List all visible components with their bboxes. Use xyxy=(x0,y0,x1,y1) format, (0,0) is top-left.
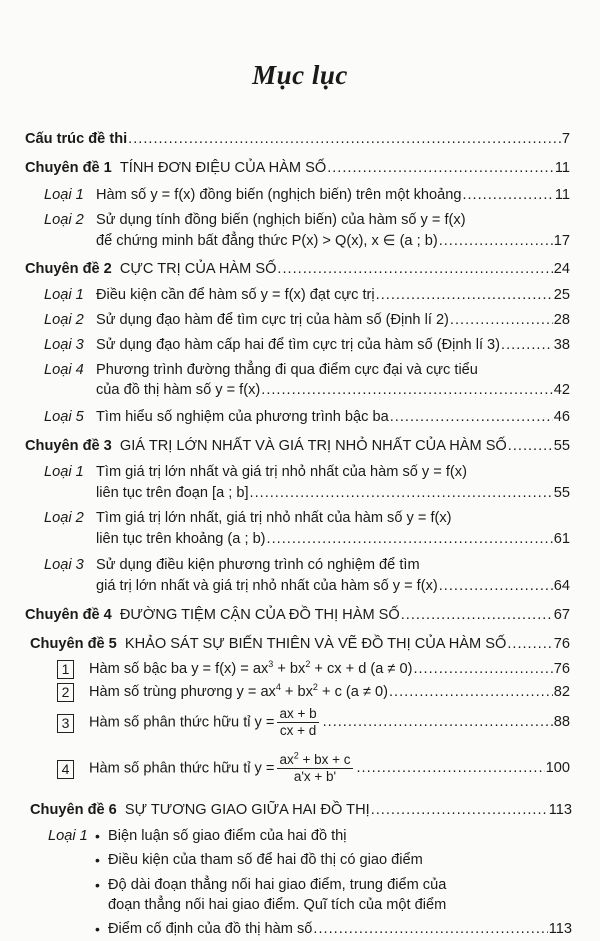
toc-chapter-4[interactable] xyxy=(25,607,570,623)
leader-dots xyxy=(277,261,552,277)
toc-bullet: Độ dài đoạn thẳng nối hai giao điểm, trung điểm của xyxy=(108,877,447,893)
leader-dots xyxy=(313,921,547,937)
number-box: 3 xyxy=(57,714,74,733)
item-page: 113 xyxy=(548,921,572,937)
leader-dots xyxy=(390,409,553,425)
chapter-page: 113 xyxy=(548,802,572,818)
number-box: 2 xyxy=(57,683,74,702)
leader-dots xyxy=(250,485,553,501)
item-page: 61 xyxy=(553,531,570,547)
item-label: Loại 4 xyxy=(44,362,84,378)
toc-bullet: Điều kiện của tham số để hai đồ thị có giao điểm xyxy=(108,852,423,868)
toc-item[interactable]: để chứng minh bất đẳng thức P(x) > Q(x), x ∈ (a ; b) ..... 17 xyxy=(96,232,570,249)
item-page: 42 xyxy=(553,382,570,398)
item-label: Loại 1 xyxy=(44,464,84,480)
toc-item[interactable]: Điều kiện cần để hàm số y = f(x) đạt cực trị ..... 25 xyxy=(96,287,570,303)
number-box: 1 xyxy=(57,660,74,679)
page-title: Mục lục xyxy=(252,60,348,90)
chapter-page: 11 xyxy=(554,160,570,176)
leader-dots xyxy=(439,233,553,249)
item-label: Loại 5 xyxy=(44,409,84,425)
bullet-icon: • xyxy=(95,877,100,893)
item-label: Loại 1 xyxy=(48,828,88,844)
leader-dots xyxy=(267,531,553,547)
item-label: Loại 1 xyxy=(44,187,84,203)
chapter-label: Chuyên đề 1 xyxy=(25,160,112,176)
chapter-title: SỰ TƯƠNG GIAO GIỮA HAI ĐỒ THỊ xyxy=(124,802,370,818)
item-page: 46 xyxy=(553,409,570,425)
toc-chapter-1[interactable] xyxy=(25,160,570,176)
number-box: 4 xyxy=(57,760,74,779)
toc-bullet: Biện luận số giao điểm của hai đồ thị xyxy=(108,828,347,844)
leader-dots xyxy=(439,578,553,594)
toc-item-line: Sử dụng điều kiện phương trình có nghiệm để tìm xyxy=(96,557,420,573)
toc-chapter-2[interactable] xyxy=(25,261,570,277)
item-page: 38 xyxy=(553,337,570,353)
item-label: Loại 3 xyxy=(44,337,84,353)
item-label: Loại 2 xyxy=(44,510,84,526)
item-page: 25 xyxy=(553,287,570,303)
item-page: 88 xyxy=(553,714,570,730)
item-label: Loại 3 xyxy=(44,557,84,573)
chapter-label: Chuyên đề 4 xyxy=(25,607,112,623)
item-label: Loại 2 xyxy=(44,312,84,328)
toc-item[interactable]: Điểm cố định của đồ thị hàm số ..... 113 xyxy=(108,921,572,937)
item-page: 11 xyxy=(554,187,570,203)
chapter-title: TÍNH ĐƠN ĐIỆU CỦA HÀM SỐ xyxy=(119,160,327,176)
bullet-icon: • xyxy=(95,852,100,868)
chapter-title: GIÁ TRỊ LỚN NHẤT VÀ GIÁ TRỊ NHỎ NHẤT CỦA HÀM SỐ xyxy=(119,438,507,454)
toc-item[interactable]: liên tục trên khoảng (a ; b) ..... 61 xyxy=(96,531,570,547)
leader-dots xyxy=(323,714,553,730)
item-page: 76 xyxy=(553,661,570,677)
leader-dots xyxy=(413,661,552,677)
chapter-title: KHẢO SÁT SỰ BIẾN THIÊN VÀ VẼ ĐỒ THỊ CỦA HÀM SỐ xyxy=(124,636,507,652)
item-label: Loại 1 xyxy=(44,287,84,303)
toc-item[interactable]: Tìm hiểu số nghiệm của phương trình bậc ba ..... 46 xyxy=(96,409,570,425)
toc-item[interactable]: liên tục trên đoạn [a ; b] ..... 55 xyxy=(96,485,570,501)
entry-page: 7 xyxy=(561,131,570,147)
item-page: 100 xyxy=(545,760,570,776)
leader-dots xyxy=(501,337,553,353)
item-page: 82 xyxy=(553,684,570,700)
toc-item[interactable]: giá trị lớn nhất và giá trị nhỏ nhất của hàm số y = f(x) ..... 64 xyxy=(96,578,570,594)
toc-item[interactable]: Hàm số bậc ba $y = f(x) = ax^3 + bx^2$ + cx + d (a ≠ 0) ..... 76 xyxy=(89,661,570,677)
leader-dots xyxy=(376,287,553,303)
toc-item[interactable]: của đồ thị hàm số y = f(x) ..... 42 xyxy=(96,382,570,398)
chapter-page: 76 xyxy=(553,636,570,652)
toc-item[interactable]: Hàm số y = f(x) đồng biến (nghịch biến) trên một khoảng ..... 11 xyxy=(96,187,570,203)
fraction: $\frac{ax^2 + bx + c}{a'x + b'}$ xyxy=(279,750,351,784)
toc-item[interactable]: Sử dụng đạo hàm cấp hai để tìm cực trị của hàm số (Định lí 3) ..... 38 xyxy=(96,337,570,353)
leader-dots xyxy=(357,760,545,776)
chapter-title: ĐƯỜNG TIỆM CẬN CỦA ĐỒ THỊ HÀM SỐ xyxy=(119,607,400,623)
chapter-label: Chuyên đề 5 xyxy=(30,636,117,652)
toc-chapter-3[interactable] xyxy=(25,438,570,454)
chapter-page: 24 xyxy=(553,261,570,277)
bullet-icon: • xyxy=(95,921,100,937)
chapter-page: 55 xyxy=(553,438,570,454)
toc-item-line: Tìm giá trị lớn nhất và giá trị nhỏ nhất của hàm số y = f(x) xyxy=(96,464,467,480)
leader-dots xyxy=(261,382,553,398)
leader-dots xyxy=(371,802,548,818)
chapter-page: 67 xyxy=(553,607,570,623)
toc-item-line: Tìm giá trị lớn nhất, giá trị nhỏ nhất của hàm số y = f(x) xyxy=(96,510,452,526)
toc-chapter-6[interactable] xyxy=(30,802,572,818)
item-label: Loại 2 xyxy=(44,212,84,228)
leader-dots xyxy=(462,187,553,203)
leader-dots xyxy=(508,438,553,454)
leader-dots xyxy=(507,636,552,652)
leader-dots xyxy=(450,312,553,328)
leader-dots xyxy=(401,607,553,623)
chapter-label: Chuyên đề 2 xyxy=(25,261,112,277)
fraction: $\frac{ax + b}{cx + d}$ xyxy=(279,705,317,738)
toc-item[interactable]: Hàm số phân thức hữu tỉ y = $\frac{ax^2 + bx + c}{a'x + b'}$ ..... 100 xyxy=(89,748,570,788)
chapter-title: CỰC TRỊ CỦA HÀM SỐ xyxy=(119,261,277,277)
toc-entry-intro[interactable] xyxy=(25,131,570,147)
toc-item[interactable]: Sử dụng đạo hàm để tìm cực trị của hàm số (Định lí 2) ..... 28 xyxy=(96,312,570,328)
toc-bullet-line: đoạn thẳng nối hai giao điểm. Quĩ tích của một điểm xyxy=(108,897,447,913)
toc-chapter-5[interactable] xyxy=(30,636,570,652)
chapter-label: Chuyên đề 3 xyxy=(25,438,112,454)
bullet-icon: • xyxy=(95,828,100,844)
chapter-label: Chuyên đề 6 xyxy=(30,802,117,818)
item-page: 64 xyxy=(553,578,570,594)
item-page: 55 xyxy=(553,485,570,501)
entry-label: Cấu trúc đề thi xyxy=(25,131,128,147)
toc-item[interactable]: Hàm số trùng phương $y = ax^4 + bx^2 + c$ (a ≠ 0) ..... 82 xyxy=(89,684,570,700)
toc-item-line: Phương trình đường thẳng đi qua điểm cực đại và cực tiểu xyxy=(96,362,478,378)
leader-dots xyxy=(327,160,554,176)
toc-item-line: Sử dụng tính đồng biến (nghịch biến) của hàm số y = f(x) xyxy=(96,212,466,228)
leader-dots xyxy=(128,131,561,147)
item-page: 17 xyxy=(553,233,570,249)
item-page: 28 xyxy=(553,312,570,328)
leader-dots xyxy=(389,684,553,700)
toc-item[interactable]: Hàm số phân thức hữu tỉ y = $\frac{ax + b}{cx + d}$ ..... 88 xyxy=(89,702,570,742)
